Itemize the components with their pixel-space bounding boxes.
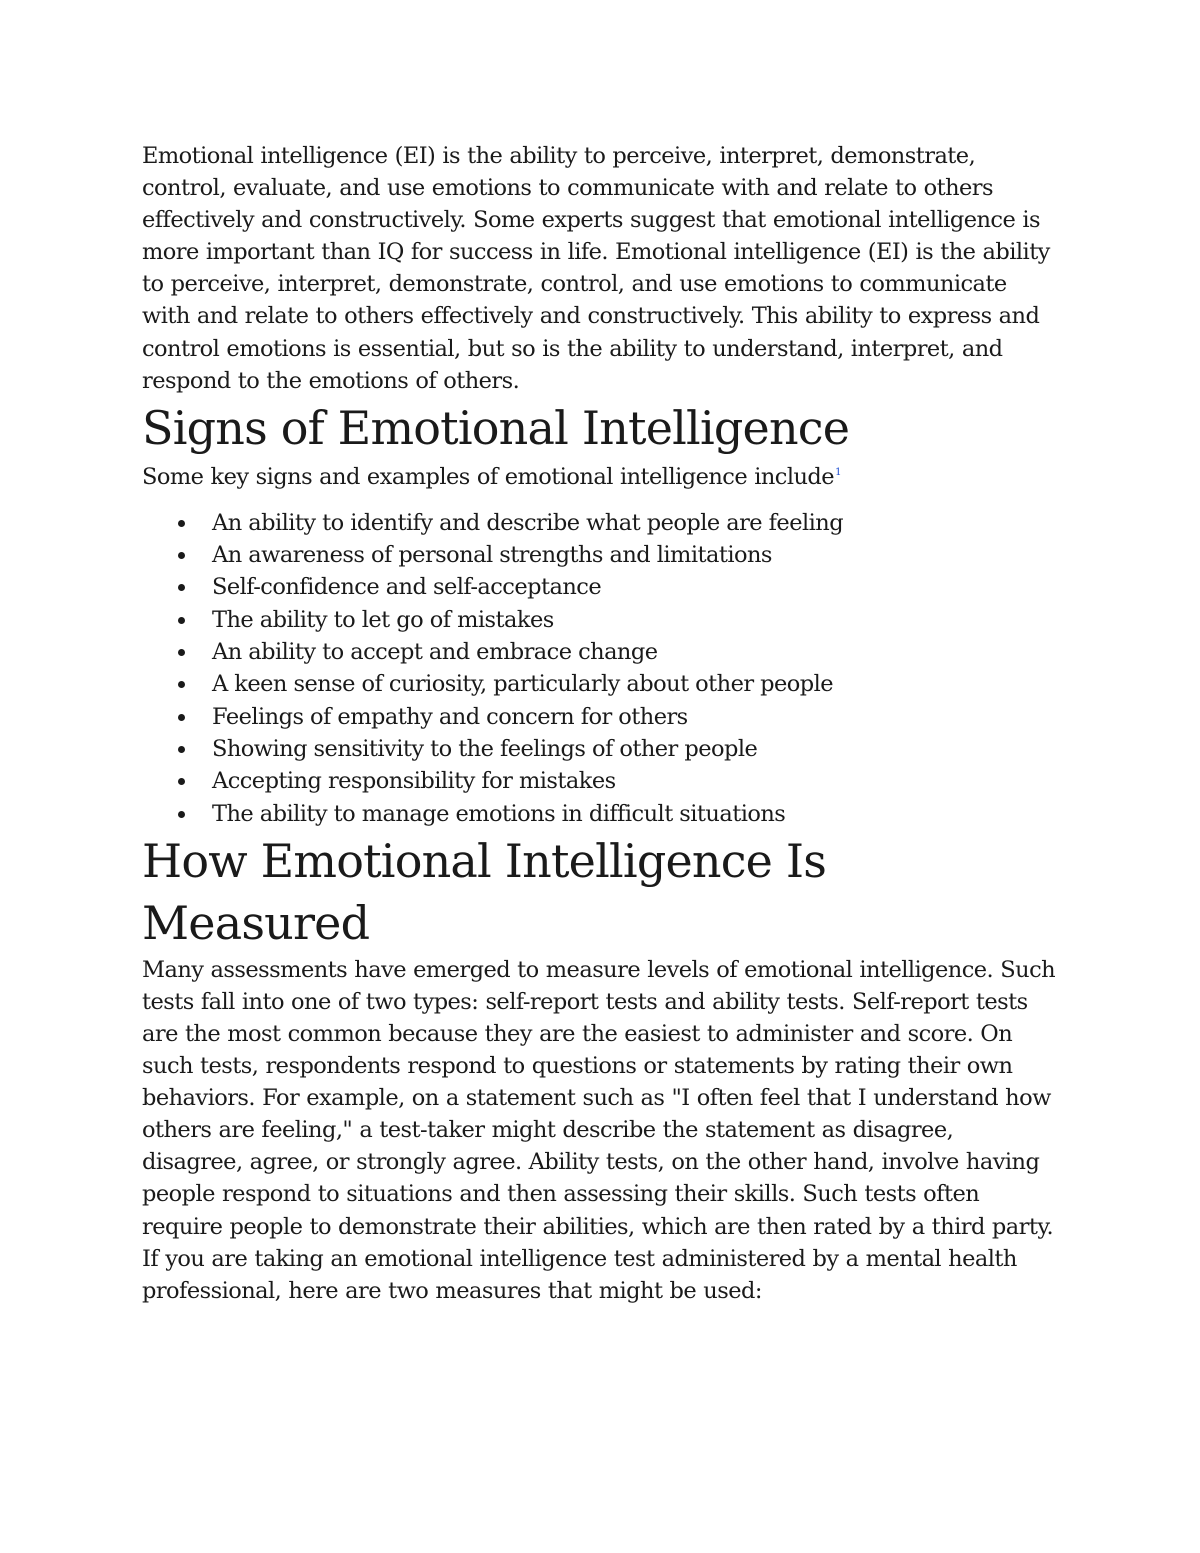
bullet-icon	[178, 681, 185, 688]
document-page	[142, 140, 1057, 1307]
list-item: Self-confidence and self-acceptance	[142, 571, 1057, 603]
bullet-icon	[178, 649, 185, 656]
list-item: An ability to identify and describe what people are feeling	[142, 507, 1057, 539]
list-item: An awareness of personal strengths and limitations	[142, 539, 1057, 571]
bullet-icon	[178, 552, 185, 559]
bullet-icon	[178, 746, 185, 753]
measured-paragraph: Many assessments have emerged to measure levels of emotional intelligence. Such tests fall into one of two types: self-report tests and ability tests. Self-report tests are the most common because they are the easiest to administer and score. On such tests, respondents respond to questions or statements by rating their own behaviors. For example, on a statement such as "I often feel that I understand how others are feeling," a test-taker might describe the statement as disagree, disagree, agree, or strongly agree. Ability tests, on the other hand, involve having people respond to situations and then assessing their skills. Such tests often require people to demonstrate their abilities, which are then rated by a third party. If you are taking an emotional intelligence test administered by a mental health professional, here are two measures that might be used:	[142, 956, 1056, 1304]
bullet-icon	[178, 584, 185, 591]
bullet-icon	[178, 714, 185, 721]
signs-lead	[142, 461, 1057, 493]
bullet-icon	[178, 617, 185, 624]
list-item: An ability to accept and embrace change	[142, 636, 1057, 668]
bullet-icon	[178, 520, 185, 527]
intro-paragraph: Emotional intelligence (EI) is the ability to perceive, interpret, demonstrate, control, evaluate, and use emotions to communicate with and relate to others effectively and constructively. Some experts suggest that emotional intelligence is more important than IQ for success in life. Emotional intelligence (EI) is the ability to perceive, interpret, demonstrate, control, and use emotions to communicate with and relate to others effectively and constructively. This ability to express and control emotions is essential, but so is the ability to understand, interpret, and respond to the emotions of others.	[142, 143, 1050, 394]
footnote-link[interactable]: 1	[835, 467, 841, 479]
bullet-icon	[178, 778, 185, 785]
list-item: The ability to manage emotions in difficult situations	[142, 798, 1057, 830]
list-item: A keen sense of curiosity, particularly about other people	[142, 668, 1057, 700]
measured-heading: How Emotional Intelligence Is Measured	[142, 833, 827, 950]
list-item: The ability to let go of mistakes	[142, 604, 1057, 636]
list-item: Feelings of empathy and concern for others	[142, 701, 1057, 733]
signs-lead-text: Some key signs and examples of emotional intelligence include	[142, 463, 835, 490]
signs-list	[142, 507, 1057, 830]
list-item: Showing sensitivity to the feelings of other people	[142, 733, 1057, 765]
signs-heading: Signs of Emotional Intelligence	[142, 400, 850, 455]
bullet-icon	[178, 811, 185, 818]
list-item: Accepting responsibility for mistakes	[142, 765, 1057, 797]
